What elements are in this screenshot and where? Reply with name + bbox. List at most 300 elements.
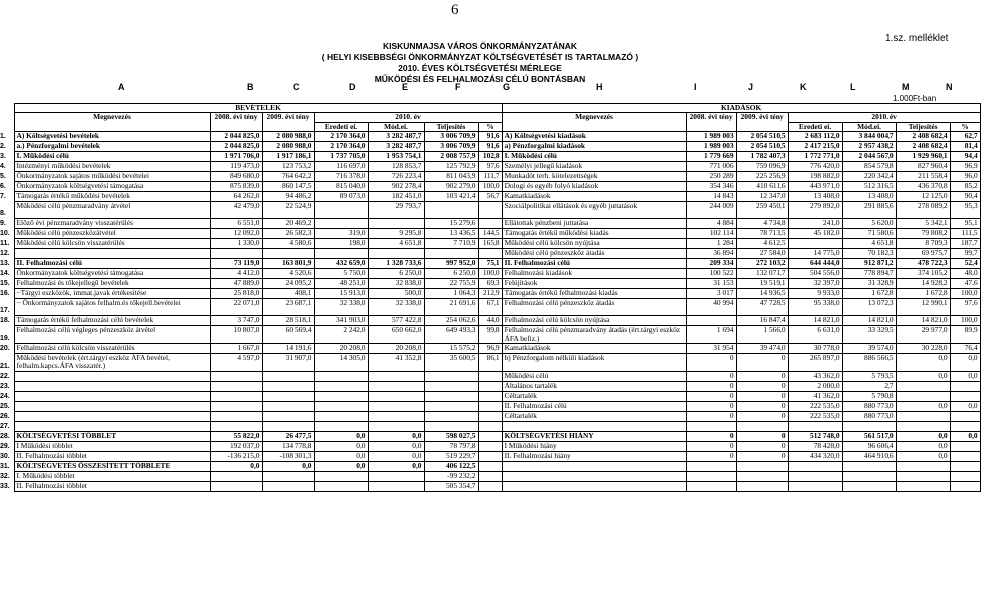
revenue-value-cell: 3 006 709,9	[424, 132, 478, 142]
expense-value-cell	[788, 481, 842, 491]
revenue-value-cell: 9 295,8	[368, 229, 424, 239]
expense-value-cell: 0,0	[896, 441, 950, 451]
expense-value-cell: 14 928,2	[896, 279, 950, 289]
revenue-value-cell	[478, 249, 502, 259]
table-row	[0, 441, 980, 451]
expense-value-cell	[788, 421, 842, 431]
revenue-value-cell	[424, 391, 478, 401]
revenue-value-cell: 4 651,8	[368, 239, 424, 249]
row-number: 23.	[0, 382, 10, 390]
revenue-name-cell: Működési bevételek (ért.tárgyi eszköz ÁFA bevétel, felhalm.kapcs.ÁFA visszatér.)	[14, 354, 210, 372]
expense-value-cell: 69 975,7	[896, 249, 950, 259]
expense-value-cell: 2 054 510,5	[736, 142, 788, 152]
revenue-value-cell	[424, 202, 478, 219]
revenue-value-cell	[210, 249, 262, 259]
revenue-value-cell: 902 278,4	[368, 182, 424, 192]
expense-value-cell: 1 782 407,3	[736, 152, 788, 162]
revenue-value-cell: 0,0	[314, 451, 368, 461]
revenue-value-cell: 0,0	[314, 431, 368, 441]
expense-value-cell: 79 808,2	[896, 229, 950, 239]
revenue-value-cell: 128 853,7	[368, 162, 424, 172]
revenue-value-cell: 73 119,0	[210, 259, 262, 269]
revenue-value-cell: 14 305,0	[314, 354, 368, 372]
revenue-value-cell: 811 043,9	[424, 172, 478, 182]
revenue-value-cell: 165,8	[478, 239, 502, 249]
revenue-value-cell	[478, 411, 502, 421]
expense-value-cell: 0	[736, 381, 788, 391]
table-row	[0, 354, 980, 372]
revenue-value-cell: 2 242,0	[314, 326, 368, 344]
page-number: 6	[451, 2, 459, 18]
expense-name-cell: A) Költségvetési kiadások	[502, 132, 686, 142]
expense-value-cell: 70 182,3	[842, 249, 896, 259]
expense-value-cell: 265 897,0	[788, 354, 842, 372]
revenues-group-header: BEVÉTELEK	[14, 104, 502, 113]
expense-name-cell: II. Felhalmozási célú	[502, 401, 686, 411]
table-row	[0, 299, 980, 316]
revenue-value-cell: 22 524,9	[262, 202, 314, 219]
expense-value-cell	[950, 441, 980, 451]
expense-name-cell: Felhalmozási célú kölcsön nyújtása	[502, 316, 686, 326]
revenue-name-cell	[14, 421, 210, 431]
revenue-value-cell: 726 223,4	[368, 172, 424, 182]
expense-value-cell: 14 821,0	[896, 316, 950, 326]
row-number: 26.	[0, 412, 10, 420]
revenue-value-cell: 408,1	[262, 289, 314, 299]
revenue-value-cell	[478, 391, 502, 401]
revenue-value-cell: 5 750,0	[314, 269, 368, 279]
right-2009-header: 2009. évi tény	[736, 113, 788, 132]
expense-value-cell: 0	[736, 401, 788, 411]
revenue-value-cell: 42 479,0	[210, 202, 262, 219]
expense-name-cell	[502, 421, 686, 431]
revenue-value-cell: 21 691,6	[424, 299, 478, 316]
expense-value-cell: 854 579,8	[842, 162, 896, 172]
expense-value-cell	[686, 481, 736, 491]
revenue-value-cell: 15 575,2	[424, 344, 478, 354]
expense-value-cell: 250 289	[686, 172, 736, 182]
table-body	[0, 132, 980, 492]
revenue-name-cell: Támogatás értékű működési bevételek	[14, 192, 210, 202]
expense-value-cell: 2 683 112,0	[788, 132, 842, 142]
expense-value-cell	[950, 451, 980, 461]
revenue-value-cell: 0,0	[314, 461, 368, 471]
left-name-header: Megnevezés	[14, 113, 210, 132]
revenue-value-cell: 1 064,3	[424, 289, 478, 299]
col-letter-c: C	[293, 82, 300, 92]
revenue-value-cell: 116 697,0	[314, 162, 368, 172]
row-number: 29.	[0, 442, 10, 450]
expense-value-cell: 12 347,0	[736, 192, 788, 202]
expense-value-cell: 48,0	[950, 269, 980, 279]
expense-value-cell: 0,0	[950, 401, 980, 411]
expense-value-cell	[842, 461, 896, 471]
expense-value-cell: 504 556,0	[788, 269, 842, 279]
unit-label: 1.000Ft-ban	[893, 94, 937, 103]
revenue-value-cell	[368, 421, 424, 431]
expense-name-cell: Felhalmozási célú pénzeszköz átadás	[502, 299, 686, 316]
table-row	[0, 421, 980, 431]
row-number: 27.	[0, 422, 10, 430]
revenue-name-cell: −Tárgyi eszközök, immat.javak értékesítése	[14, 289, 210, 299]
revenue-value-cell: 91,6	[478, 132, 502, 142]
expense-name-cell: II. Felhalmozási célú	[502, 259, 686, 269]
expense-value-cell: 78 713,5	[736, 229, 788, 239]
expense-value-cell: 102 114	[686, 229, 736, 239]
revenue-value-cell: 25 818,0	[210, 289, 262, 299]
revenue-value-cell: 31 907,0	[262, 354, 314, 372]
col-letter-d: D	[349, 82, 356, 92]
revenue-value-cell: 182 451,0	[368, 192, 424, 202]
row-number: 10.	[0, 230, 10, 238]
expense-value-cell	[950, 411, 980, 421]
revenue-value-cell	[314, 481, 368, 491]
expense-value-cell: 3 844 004,7	[842, 132, 896, 142]
expense-value-cell: 19 519,1	[736, 279, 788, 289]
expense-value-cell: 3 017	[686, 289, 736, 299]
revenue-value-cell: 815 040,0	[314, 182, 368, 192]
revenue-value-cell	[262, 471, 314, 481]
revenue-value-cell	[210, 481, 262, 491]
revenue-value-cell	[368, 219, 424, 229]
expense-name-cell	[502, 461, 686, 471]
revenue-value-cell: 650 662,0	[368, 326, 424, 344]
expense-value-cell: 225 256,9	[736, 172, 788, 182]
revenue-value-cell: 47 889,0	[210, 279, 262, 289]
table-row	[0, 132, 980, 142]
revenue-value-cell: 94 486,2	[262, 192, 314, 202]
row-number: 20.	[0, 345, 10, 353]
expense-value-cell: 95,3	[950, 202, 980, 219]
table-row	[0, 172, 980, 182]
expense-value-cell: 96,9	[950, 162, 980, 172]
expense-value-cell: 0	[686, 354, 736, 372]
expense-value-cell: 561 517,0	[842, 431, 896, 441]
row-number: 33.	[0, 482, 10, 490]
revenue-value-cell: 41 352,8	[368, 354, 424, 372]
revenue-value-cell	[368, 411, 424, 421]
right-modified-header: Mód.ei.	[842, 122, 896, 131]
left-2009-header: 2009. évi tény	[262, 113, 314, 132]
revenue-value-cell: 55 822,0	[210, 431, 262, 441]
revenue-value-cell	[368, 249, 424, 259]
revenue-value-cell	[478, 471, 502, 481]
table-row	[0, 192, 980, 202]
expense-value-cell: 14 843	[686, 192, 736, 202]
row-number: 30.	[0, 452, 10, 460]
revenue-value-cell: 3 282 487,7	[368, 132, 424, 142]
expense-value-cell: 2 417 215,0	[788, 142, 842, 152]
revenue-value-cell	[314, 421, 368, 431]
expense-value-cell: 244 009	[686, 202, 736, 219]
revenue-value-cell: 406 122,5	[424, 461, 478, 471]
revenue-value-cell: 103 421,4	[424, 192, 478, 202]
revenue-value-cell: 69,3	[478, 279, 502, 289]
expense-value-cell: 222 535,0	[788, 411, 842, 421]
expense-value-cell: 0	[736, 354, 788, 372]
table-row	[0, 411, 980, 421]
expense-value-cell: 0	[686, 371, 736, 381]
row-number: 17.	[0, 307, 10, 315]
expense-value-cell: 39 474,0	[736, 344, 788, 354]
expense-value-cell	[842, 421, 896, 431]
expense-value-cell: 1 989 003	[686, 132, 736, 142]
revenue-value-cell	[210, 471, 262, 481]
revenue-value-cell	[478, 381, 502, 391]
revenue-value-cell: 2 044 825,0	[210, 132, 262, 142]
row-number: 3.	[0, 153, 6, 161]
table-row	[0, 152, 980, 162]
expense-value-cell	[842, 481, 896, 491]
revenue-value-cell	[262, 411, 314, 421]
expense-value-cell: 31 153	[686, 279, 736, 289]
table-row	[0, 391, 980, 401]
expense-value-cell: 85,2	[950, 182, 980, 192]
right-2010-header: 2010. év	[788, 113, 980, 122]
expense-name-cell: Felhalmozási célú pénzmaradvány átadás (ért.tárgyi eszköz ÁFA befiz.)	[502, 326, 686, 344]
table-row	[0, 239, 980, 249]
expense-value-cell: 27 584,0	[736, 249, 788, 259]
revenue-value-cell: 75,1	[478, 259, 502, 269]
expense-value-cell: 0	[686, 391, 736, 401]
expense-value-cell	[686, 471, 736, 481]
revenue-value-cell: 100,0	[478, 182, 502, 192]
expense-name-cell: Felújítások	[502, 279, 686, 289]
expense-value-cell: 62,7	[950, 132, 980, 142]
row-number: 9.	[0, 220, 6, 228]
revenue-value-cell: 22 071,0	[210, 299, 262, 316]
expense-value-cell: 41 362,0	[788, 391, 842, 401]
row-number: 25.	[0, 402, 10, 410]
revenue-value-cell	[478, 421, 502, 431]
expense-value-cell	[950, 461, 980, 471]
revenue-value-cell: 2 170 364,0	[314, 142, 368, 152]
revenue-value-cell: 319,0	[314, 229, 368, 239]
expense-value-cell: 0,0	[896, 371, 950, 381]
revenue-value-cell: 505 354,7	[424, 481, 478, 491]
row-number: 12.	[0, 250, 10, 258]
right-pct-header: %	[950, 122, 980, 131]
expense-value-cell: 0	[736, 451, 788, 461]
expense-name-cell: Működési célú	[502, 371, 686, 381]
revenue-value-cell: 134 778,8	[262, 441, 314, 451]
expense-value-cell: 187,7	[950, 239, 980, 249]
expense-value-cell	[736, 421, 788, 431]
revenue-name-cell: I Működési többlet	[14, 441, 210, 451]
table-row	[0, 249, 980, 259]
revenue-value-cell: -108 301,3	[262, 451, 314, 461]
row-number: 1.	[0, 133, 6, 141]
revenue-value-cell	[478, 371, 502, 381]
row-number: 7.	[0, 193, 6, 201]
revenue-value-cell: 102,8	[478, 152, 502, 162]
expense-value-cell: 0	[736, 441, 788, 451]
expense-value-cell: 0,0	[950, 431, 980, 441]
revenue-value-cell: 7 710,9	[424, 239, 478, 249]
expense-value-cell: 5 793,5	[842, 371, 896, 381]
expense-value-cell: 374 105,2	[896, 269, 950, 279]
expense-value-cell: 771 006	[686, 162, 736, 172]
row-number: 19.	[0, 335, 10, 343]
row-number: 8.	[0, 210, 6, 218]
revenue-value-cell: 341 903,0	[314, 316, 368, 326]
expense-value-cell	[896, 391, 950, 401]
expense-value-cell: 45 182,0	[788, 229, 842, 239]
revenue-value-cell: 64 262,0	[210, 192, 262, 202]
expense-value-cell: 278 089,2	[896, 202, 950, 219]
left-modified-header: Mód.ei.	[368, 122, 424, 131]
revenue-name-cell: a.) Pénzforgalmi bevételek	[14, 142, 210, 152]
revenue-value-cell	[314, 391, 368, 401]
expense-value-cell: 100 522	[686, 269, 736, 279]
revenue-value-cell: 4 520,6	[262, 269, 314, 279]
revenue-name-cell	[14, 391, 210, 401]
revenue-value-cell	[262, 371, 314, 381]
expense-name-cell: Támogatás értékű felhalmozási kiadás	[502, 289, 686, 299]
revenue-value-cell	[210, 421, 262, 431]
table-row	[0, 259, 980, 269]
expense-name-cell	[502, 471, 686, 481]
row-number: 14.	[0, 270, 10, 278]
revenue-value-cell: 2 080 988,0	[262, 132, 314, 142]
expense-value-cell: 0	[686, 401, 736, 411]
row-number: 22.	[0, 372, 10, 380]
revenue-value-cell: 12 092,0	[210, 229, 262, 239]
expense-value-cell	[788, 239, 842, 249]
expense-value-cell: 4 651,8	[842, 239, 896, 249]
expense-value-cell: 78 428,0	[788, 441, 842, 451]
revenue-value-cell: 0,0	[368, 431, 424, 441]
revenue-value-cell	[314, 471, 368, 481]
revenue-value-cell: 2 080 988,0	[262, 142, 314, 152]
revenue-value-cell: 4 597,0	[210, 354, 262, 372]
row-number: 5.	[0, 173, 6, 181]
revenue-value-cell	[478, 481, 502, 491]
expense-value-cell: 5 790,8	[842, 391, 896, 401]
expense-value-cell: 29 977,0	[896, 326, 950, 344]
expense-value-cell: 2 408 682,4	[896, 132, 950, 142]
revenue-value-cell: 28 518,1	[262, 316, 314, 326]
expense-value-cell: 95,1	[950, 219, 980, 229]
budget-table	[0, 103, 981, 492]
revenue-value-cell	[262, 401, 314, 411]
expense-value-cell: 2 408 682,4	[896, 142, 950, 152]
expense-value-cell: 0	[686, 451, 736, 461]
row-number: 21.	[0, 362, 10, 370]
revenue-value-cell: 32 838,0	[368, 279, 424, 289]
expense-name-cell: I. Működési célú	[502, 152, 686, 162]
col-letter-i: I	[694, 82, 697, 92]
revenue-value-cell: 125 792,9	[424, 162, 478, 172]
revenue-value-cell: 22 755,9	[424, 279, 478, 289]
revenue-name-cell: KÖLTSÉGVETÉS ÖSSZESÍTETT TÖBBLETE	[14, 461, 210, 471]
revenue-value-cell: 875 839,0	[210, 182, 262, 192]
row-number: 11.	[0, 240, 10, 248]
expense-value-cell: 36 894	[686, 249, 736, 259]
revenue-value-cell	[210, 411, 262, 421]
revenue-value-cell: 2 170 364,0	[314, 132, 368, 142]
revenue-value-cell: 0,0	[314, 441, 368, 451]
revenue-value-cell: 44,0	[478, 316, 502, 326]
expense-value-cell	[896, 411, 950, 421]
revenue-value-cell: 99,8	[478, 326, 502, 344]
revenue-value-cell: 0,0	[210, 461, 262, 471]
expense-value-cell: 96 606,4	[842, 441, 896, 451]
revenue-value-cell: -136 215,0	[210, 451, 262, 461]
expense-value-cell	[950, 481, 980, 491]
expense-value-cell: 2 054 510,5	[736, 132, 788, 142]
expense-value-cell: 95 338,0	[788, 299, 842, 316]
expense-name-cell: Általános tartalék	[502, 381, 686, 391]
expense-value-cell: 90,4	[950, 192, 980, 202]
table-row	[0, 381, 980, 391]
expense-value-cell: 211 558,4	[896, 172, 950, 182]
revenue-value-cell: 519 229,7	[424, 451, 478, 461]
table-row	[0, 481, 980, 491]
revenue-name-cell: Előző évi pénzmaradvány visszatérülés	[14, 219, 210, 229]
expense-value-cell	[950, 471, 980, 481]
right-2008-header: 2008. évi tény	[686, 113, 736, 132]
expense-name-cell: a) Pénzforgalmi kiadások	[502, 142, 686, 152]
expense-value-cell	[950, 421, 980, 431]
expense-value-cell: 1 566,0	[736, 326, 788, 344]
revenue-value-cell	[478, 451, 502, 461]
expense-name-cell: II. Felhalmozási hiány	[502, 451, 686, 461]
revenue-value-cell: 13 436,5	[424, 229, 478, 239]
revenue-value-cell: 144,5	[478, 229, 502, 239]
table-row	[0, 326, 980, 344]
expense-value-cell: 89,9	[950, 326, 980, 344]
table-row	[0, 371, 980, 381]
revenue-value-cell: 14 191,6	[262, 344, 314, 354]
revenue-value-cell	[424, 249, 478, 259]
revenue-value-cell	[424, 421, 478, 431]
expense-value-cell: 47 728,5	[736, 299, 788, 316]
revenue-value-cell	[262, 391, 314, 401]
revenue-value-cell	[314, 219, 368, 229]
revenue-value-cell	[478, 441, 502, 451]
title-line-4: MŰKÖDÉSI ÉS FELHALMOZÁSI CÉLÚ BONTÁSBAN	[374, 74, 586, 84]
revenue-value-cell: 96,9	[478, 344, 502, 354]
expense-value-cell: 478 722,3	[896, 259, 950, 269]
expense-value-cell: 99,7	[950, 249, 980, 259]
expense-value-cell: 1 779 669	[686, 152, 736, 162]
right-original-header: Eredeti ei.	[788, 122, 842, 131]
right-actual-header: Teljesítés	[896, 122, 950, 131]
revenue-value-cell: 56,7	[478, 192, 502, 202]
expense-value-cell: 886 566,5	[842, 354, 896, 372]
title-line-1: KISKUNMAJSA VÁROS ÖNKORMÁNYZATÁNAK	[382, 41, 578, 51]
revenue-value-cell: 26 582,3	[262, 229, 314, 239]
expense-value-cell	[950, 381, 980, 391]
expense-name-cell: Céltartalék	[502, 411, 686, 421]
expense-value-cell: 512 748,0	[788, 431, 842, 441]
left-2010-header: 2010. év	[314, 113, 502, 122]
expense-value-cell: 198 882,0	[788, 172, 842, 182]
expense-value-cell: 4 884	[686, 219, 736, 229]
expense-value-cell	[736, 481, 788, 491]
expense-value-cell: 2 044 567,0	[842, 152, 896, 162]
revenue-name-cell: Felhalmozási célú kölcsön visszatérülés	[14, 344, 210, 354]
expense-value-cell	[950, 391, 980, 401]
revenue-value-cell: 254 062,6	[424, 316, 478, 326]
revenue-value-cell: 24 095,2	[262, 279, 314, 289]
revenue-value-cell: 2 008 757,9	[424, 152, 478, 162]
revenue-value-cell: 902 279,0	[424, 182, 478, 192]
expense-name-cell: Működési célú pénzeszköz átadás	[502, 249, 686, 259]
left-pct-header: %	[478, 122, 502, 131]
row-number: 28.	[0, 432, 10, 440]
